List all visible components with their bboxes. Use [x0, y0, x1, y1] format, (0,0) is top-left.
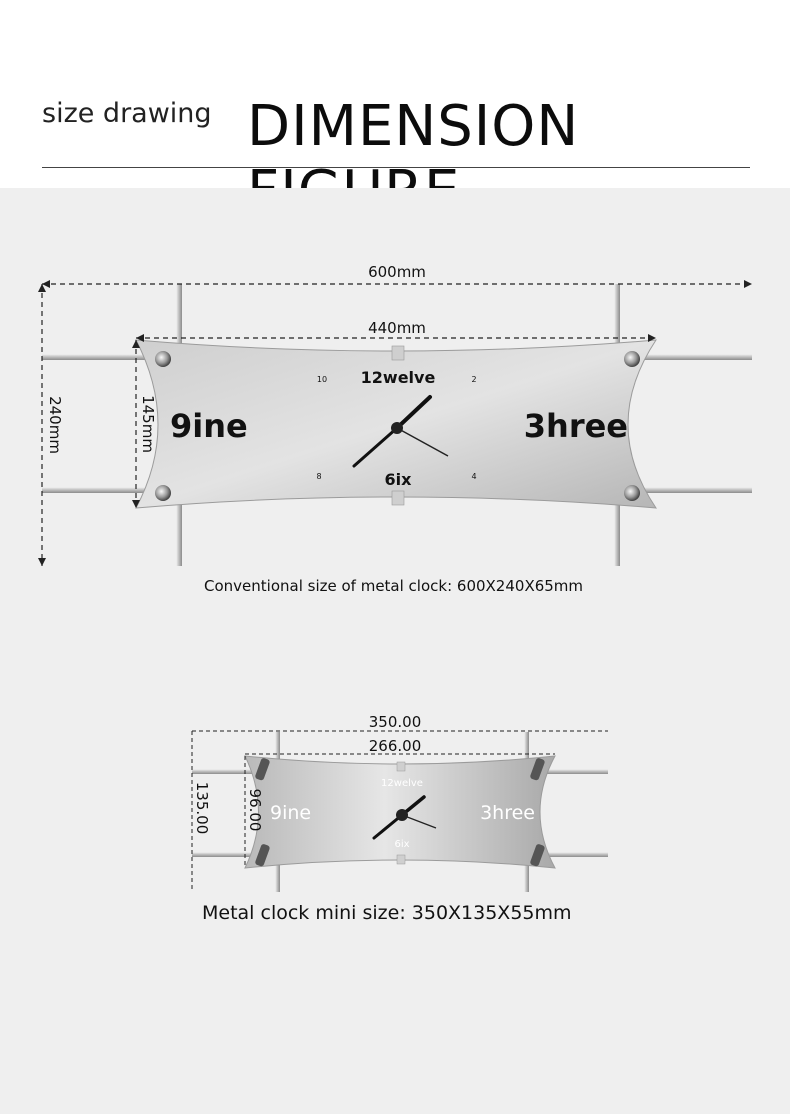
- caption-conventional-size: Conventional size of metal clock: 600X240X65mm: [204, 577, 584, 595]
- large-clock: [38, 263, 752, 566]
- numeral-4: 4: [471, 472, 477, 481]
- label-3hree: 3hree: [523, 407, 628, 445]
- hand-hub: [391, 422, 403, 434]
- dim-label-96: 96.00: [246, 788, 264, 832]
- bolt-icon: [155, 485, 171, 501]
- numeral-8: 8: [316, 472, 322, 481]
- caption-mini-size: Metal clock mini size: 350X135X55mm: [202, 902, 572, 924]
- mini-clock: [192, 713, 608, 892]
- arrow-icon: [744, 280, 752, 288]
- label-9ine: 9ine: [270, 802, 312, 824]
- label-6ix: 6ix: [394, 839, 410, 850]
- bolt-icon: [624, 485, 640, 501]
- hand-hub: [396, 809, 408, 821]
- dim-label-135: 135.00: [193, 781, 211, 835]
- bottom-tab: [397, 855, 405, 864]
- page-title: DIMENSION: [247, 94, 580, 159]
- dim-label-350: 350.00: [368, 713, 422, 731]
- dim-label-600: 600mm: [368, 263, 426, 281]
- label-9ine: 9ine: [170, 407, 248, 445]
- dim-label-145: 145mm: [139, 395, 157, 453]
- top-tab: [397, 762, 405, 771]
- dim-label-440: 440mm: [368, 319, 426, 337]
- label-6ix: 6ix: [384, 470, 412, 489]
- label-3hree: 3hree: [480, 802, 535, 824]
- bolt-icon: [624, 351, 640, 367]
- bottom-tab: [392, 491, 404, 505]
- label-12welve: 12welve: [360, 368, 436, 387]
- numeral-10: 10: [316, 375, 328, 384]
- dim-label-266: 266.00: [368, 737, 422, 755]
- top-tab: [392, 346, 404, 360]
- dim-label-240: 240mm: [46, 396, 64, 454]
- numeral-2: 2: [471, 375, 477, 384]
- arrow-icon: [38, 558, 46, 566]
- subtitle: size drawing: [42, 98, 212, 129]
- label-12welve: 12welve: [381, 778, 423, 789]
- bolt-icon: [155, 351, 171, 367]
